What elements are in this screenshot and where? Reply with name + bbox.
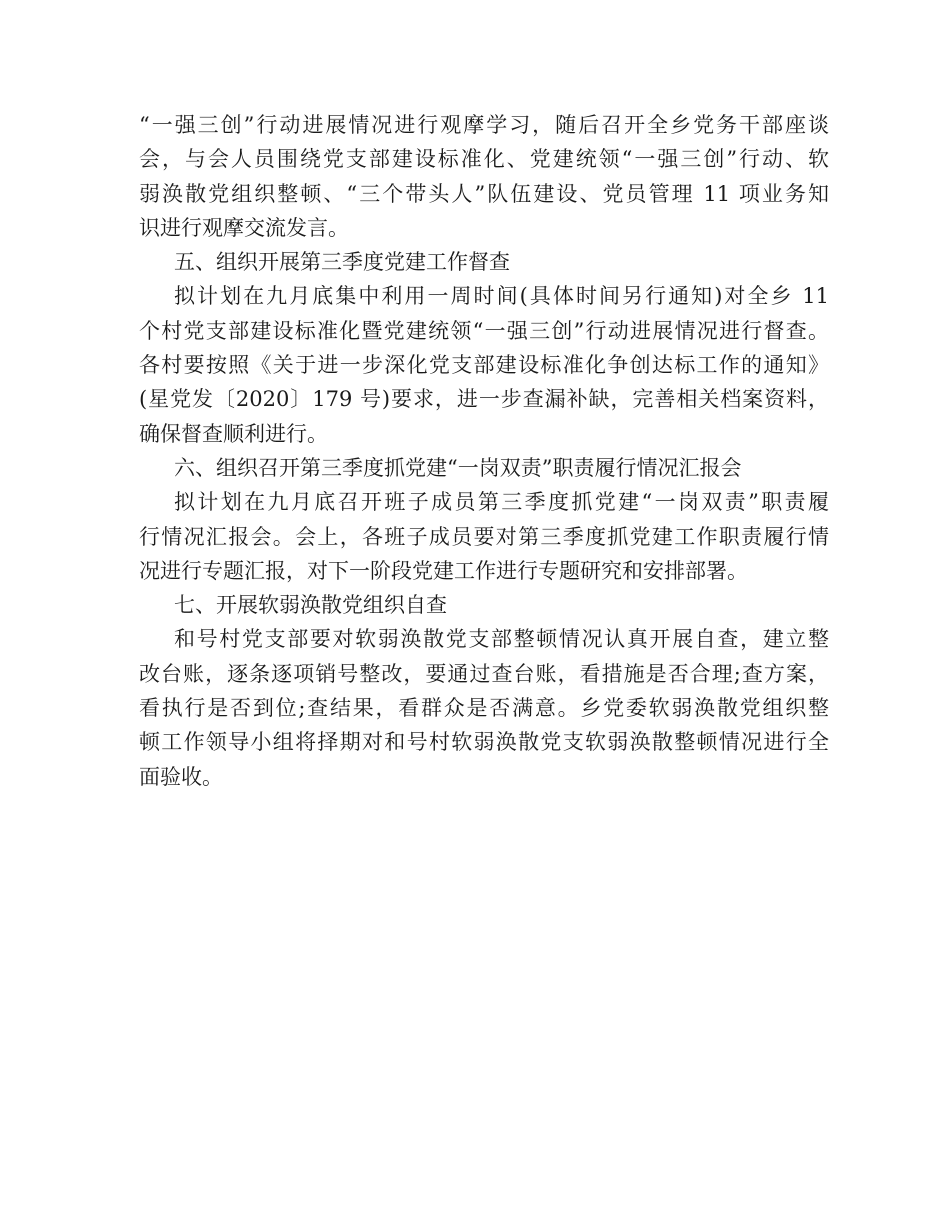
paragraph-line: “一强三创”行动进展情况进行观摩学习，随后召开全乡党务干部座谈 — [139, 113, 829, 137]
paragraph-line: 和号村党支部要对软弱涣散党支部整顿情况认真开展自查，建立整 — [174, 627, 829, 652]
section-heading: 六、组织召开第三季度抓党建“一岗双责”职责履行情况汇报会 — [174, 455, 742, 480]
paragraph-line: 拟计划在九月底集中利用一周时间(具体时间另行通知)对全乡 11 — [174, 284, 829, 309]
paragraph-line: 况进行专题汇报，对下一阶段党建工作进行专题研究和安排部署。 — [139, 558, 748, 583]
paragraph-line: 拟计划在九月底召开班子成员第三季度抓党建“一岗双责”职责履 — [174, 490, 829, 515]
paragraph-line: 行情况汇报会。会上，各班子成员要对第三季度抓党建工作职责履行情 — [139, 524, 829, 549]
section-heading: 五、组织开展第三季度党建工作督查 — [174, 250, 510, 275]
section-heading: 七、开展软弱涣散党组织自查 — [174, 593, 447, 618]
paragraph-line: 各村要按照《关于进一步深化党支部建设标准化争创达标工作的通知》 — [139, 353, 829, 378]
paragraph-line: 看执行是否到位;查结果，看群众是否满意。乡党委软弱涣散党组织整 — [139, 696, 829, 721]
document-body — [139, 108, 829, 794]
paragraph-line: 确保督查顺利进行。 — [139, 421, 328, 446]
paragraph-line: 识进行观摩交流发言。 — [139, 215, 349, 240]
paragraph-line: 弱涣散党组织整顿、“三个带头人”队伍建设、党员管理 11 项业务知 — [139, 181, 829, 206]
paragraph-line: 顿工作领导小组将择期对和号村软弱涣散党支软弱涣散整顿情况进行全 — [139, 730, 829, 755]
paragraph-line: 个村党支部建设标准化暨党建统领“一强三创”行动进展情况进行督查。 — [139, 318, 829, 343]
paragraph-line: 会，与会人员围绕党支部建设标准化、党建统领“一强三创”行动、软 — [139, 147, 829, 172]
paragraph-line: 改台账，逐条逐项销号整改，要通过查台账，看措施是否合理;查方案， — [139, 661, 829, 686]
paragraph-line: (星党发〔2020〕179 号)要求，进一步查漏补缺，完善相关档案资料， — [139, 387, 829, 412]
paragraph-line: 面验收。 — [139, 764, 223, 789]
